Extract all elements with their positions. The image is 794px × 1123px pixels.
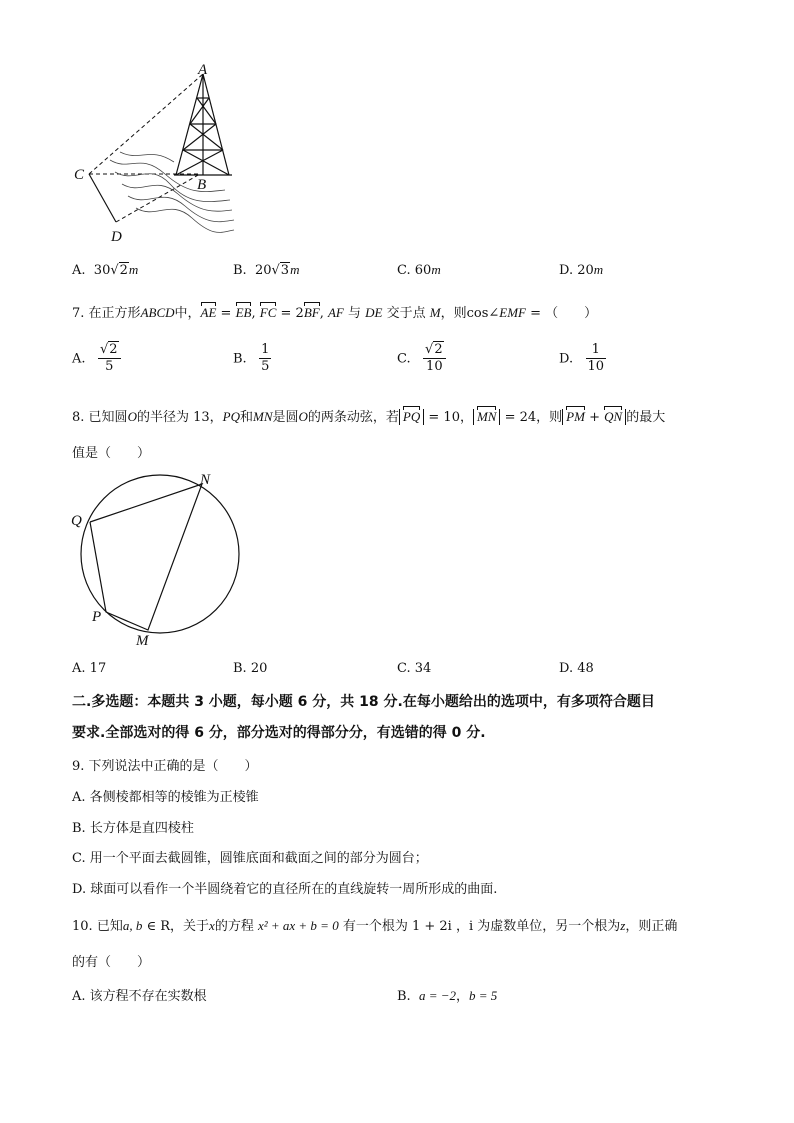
q10-option-b[interactable]: B. a = −2，b = 5 bbox=[397, 988, 498, 1004]
vector-fc: FC bbox=[259, 305, 277, 320]
q9-option-a[interactable]: A. 各侧棱都相等的棱锥为正棱锥 bbox=[72, 790, 259, 805]
label-A: A bbox=[198, 62, 208, 78]
fraction: $\frac{1}{5}$ bbox=[261, 342, 270, 375]
q8-option-a[interactable]: A. 17 bbox=[72, 661, 107, 676]
q7-option-b[interactable]: B. $\frac{1}{5}$ bbox=[233, 342, 270, 375]
q8-option-b[interactable]: B. 20 bbox=[233, 661, 268, 676]
q6-option-b[interactable]: B. 20√3m bbox=[233, 262, 300, 278]
q10-stem-line2: 的有（ ） bbox=[72, 955, 151, 970]
fraction: $\frac{√2}{10}$ bbox=[423, 342, 446, 376]
circle-figure bbox=[62, 470, 252, 650]
sqrt-sign: √2 bbox=[110, 263, 128, 278]
q8-option-c[interactable]: C. 34 bbox=[397, 661, 432, 676]
q7-option-a[interactable]: A. $\frac{√2}{5}$ bbox=[72, 342, 121, 376]
q10-stem: 10. 已知a, b ∈ R，关于x的方程 x² + ax + b = 0 有一个根为 1 + 2i ，i 为虚数单位，另一个根为z，则正确 bbox=[72, 918, 678, 934]
abs-pq: PQ bbox=[399, 409, 424, 425]
vector-ae: AE bbox=[200, 305, 217, 320]
section-heading-line2: 要求.全部选对的得 6 分，部分选对的得部分分，有选错的得 0 分. bbox=[72, 725, 486, 741]
q8-stem: 8. 已知圆O的半径为 13，PQ和MN是圆O的两条动弦，若 PQ = 10， MN = 24，则 PM + QN 的最大 bbox=[72, 409, 666, 425]
label-N: N bbox=[200, 472, 211, 488]
q6-option-a[interactable]: A. 30√2m bbox=[72, 262, 139, 278]
label-B: B bbox=[197, 177, 207, 193]
q6-option-c[interactable]: C. 60m bbox=[397, 262, 441, 278]
vector-bf: BF bbox=[303, 305, 320, 320]
q7-stem: 7. 在正方形ABCD中，AE = EB, FC = 2BF, AF 与 DE 交于点 M，则cos∠EMF = （ ） bbox=[72, 305, 598, 321]
q9-stem: 9. 下列说法中正确的是（ ） bbox=[72, 759, 258, 774]
label-M: M bbox=[136, 633, 149, 649]
label-D: D bbox=[111, 229, 122, 245]
q9-option-b[interactable]: B. 长方体是直四棱柱 bbox=[72, 821, 194, 836]
vector-eb: EB bbox=[235, 305, 252, 320]
q7-option-d[interactable]: D. $\frac{1}{10}$ bbox=[559, 342, 605, 375]
q7-option-c[interactable]: C. $\frac{√2}{10}$ bbox=[397, 342, 446, 376]
fraction: $\frac{√2}{5}$ bbox=[98, 342, 121, 376]
tower-figure bbox=[70, 62, 240, 247]
q9-option-d[interactable]: D. 球面可以看作一个半圆绕着它的直径所在的直线旋转一周所形成的曲面. bbox=[72, 882, 498, 897]
sqrt-sign: √3 bbox=[271, 263, 290, 278]
q10-option-a[interactable]: A. 该方程不存在实数根 bbox=[72, 989, 207, 1004]
section-heading-line1: 二.多选题：本题共 3 小题，每小题 6 分，共 18 分.在每小题给出的选项中，有多项符合题目 bbox=[72, 694, 655, 710]
fraction: $\frac{1}{10}$ bbox=[587, 342, 605, 375]
q9-option-c[interactable]: C. 用一个平面去截圆锥，圆锥底面和截面之间的部分为圆台； bbox=[72, 851, 428, 866]
q6-option-d[interactable]: D. 20m bbox=[559, 262, 604, 278]
abs-sum: PM + QN bbox=[562, 409, 626, 425]
q8-stem-line2: 值是（ ） bbox=[72, 446, 151, 461]
abs-mn: MN bbox=[473, 409, 501, 425]
label-Q: Q bbox=[71, 513, 82, 529]
q8-option-d[interactable]: D. 48 bbox=[559, 661, 594, 676]
label-P: P bbox=[92, 609, 102, 625]
label-C: C bbox=[74, 167, 85, 183]
